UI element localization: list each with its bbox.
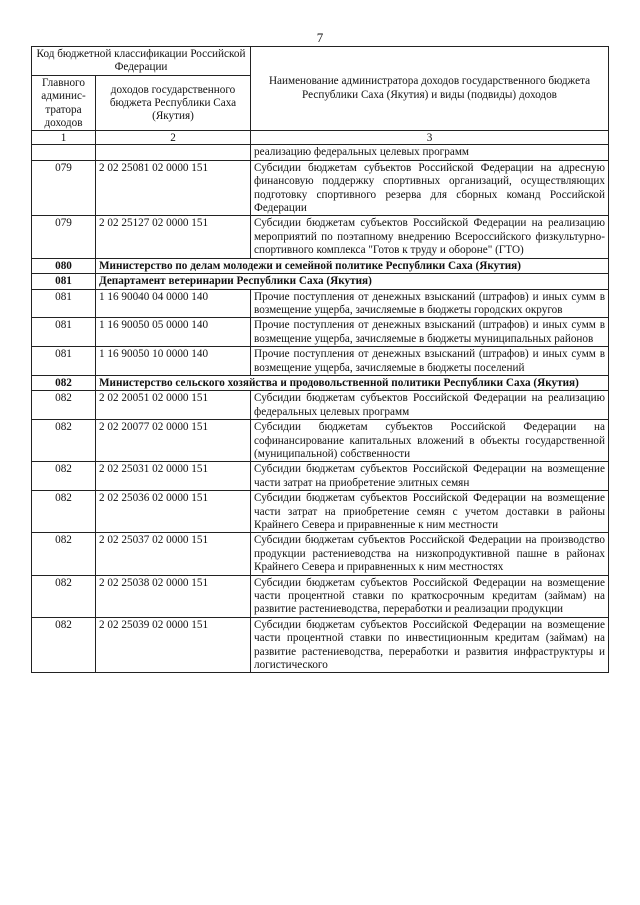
income-description: Субсидии бюджетам субъектов Российской Федерации на софинансирование капитальных вложений в объекты государственной (муниципальной) собственности (251, 420, 609, 462)
income-description: Субсидии бюджетам субъектов Российской Федерации на возмещение части затрат на приобретение элитных семян (251, 462, 609, 491)
header-col1: Главного админис-тратора доходов (32, 75, 96, 131)
header-group-title: Код бюджетной классификации Российской Федерации (32, 47, 251, 76)
income-description: Субсидии бюджетам субъектов Российской Федерации на адресную финансовую поддержку спортивных организаций, осуществляющих подготовку спортивного резерва для сборных команд Российской Федерации (251, 160, 609, 216)
income-code: 2 02 25036 02 0000 151 (96, 491, 251, 533)
header-col2: доходов государственного бюджета Республики Саха (Якутия) (96, 75, 251, 131)
income-description: реализацию федеральных целевых программ (251, 145, 609, 160)
income-code: 2 02 20051 02 0000 151 (96, 391, 251, 420)
admin-code: 079 (32, 160, 96, 216)
table-row (32, 491, 609, 533)
income-code: 1 16 90040 04 0000 140 (96, 289, 251, 318)
admin-code: 082 (32, 575, 96, 617)
table-row (32, 347, 609, 376)
income-code: 2 02 25037 02 0000 151 (96, 533, 251, 575)
admin-code: 081 (32, 318, 96, 347)
admin-code: 082 (32, 491, 96, 533)
income-description: Прочие поступления от денежных взысканий (штрафов) и иных сумм в возмещение ущерба, зачисляемые в бюджеты городских округов (251, 289, 609, 318)
income-code: 1 16 90050 05 0000 140 (96, 318, 251, 347)
income-description: Субсидии бюджетам субъектов Российской Федерации на возмещение части процентной ставки по инвестиционным кредитам (займам) на развитие растениеводства, переработки и развития инфраструктуры и логистического (251, 617, 609, 673)
income-code: 2 02 25039 02 0000 151 (96, 617, 251, 673)
table-row (32, 420, 609, 462)
income-description: Субсидии бюджетам субъектов Российской Федерации на производство продукции растениеводства на низкопродуктивной пашне в районах Крайнего Севера и приравненных к ним местностях (251, 533, 609, 575)
column-number: 2 (96, 131, 251, 145)
admin-code (32, 145, 96, 160)
admin-code: 082 (32, 617, 96, 673)
income-description: Прочие поступления от денежных взысканий (штрафов) и иных сумм в возмещение ущерба, зачисляемые в бюджеты поселений (251, 347, 609, 376)
section-row (32, 375, 609, 390)
table-row (32, 533, 609, 575)
table-row (32, 160, 609, 216)
table-row (32, 318, 609, 347)
table-row (32, 575, 609, 617)
admin-code: 081 (32, 289, 96, 318)
table-row (32, 145, 609, 160)
table-row (32, 391, 609, 420)
income-code: 2 02 25031 02 0000 151 (96, 462, 251, 491)
admin-code: 082 (32, 420, 96, 462)
table-row (32, 289, 609, 318)
income-description: Субсидии бюджетам субъектов Российской Федерации на возмещение части затрат на приобретение семян с учетом доставки в районы Крайнего Севера и приравненные к ним местности (251, 491, 609, 533)
table-body (32, 145, 609, 673)
column-number: 1 (32, 131, 96, 145)
admin-code: 082 (32, 375, 96, 390)
administrator-title: Департамент ветеринарии Республики Саха (Якутия) (96, 274, 609, 289)
income-code: 2 02 20077 02 0000 151 (96, 420, 251, 462)
admin-code: 082 (32, 391, 96, 420)
budget-classification-table (31, 46, 609, 673)
income-code: 2 02 25038 02 0000 151 (96, 575, 251, 617)
income-code: 2 02 25081 02 0000 151 (96, 160, 251, 216)
admin-code: 082 (32, 462, 96, 491)
income-code (96, 145, 251, 160)
administrator-title: Министерство сельского хозяйства и продовольственной политики Республики Саха (Якутия) (96, 375, 609, 390)
administrator-title: Министерство по делам молодежи и семейной политике Республики Саха (Якутия) (96, 258, 609, 273)
admin-code: 080 (32, 258, 96, 273)
header-col3: Наименование администратора доходов государственного бюджета Республики Саха (Якутия) и виды (подвиды) доходов (251, 47, 609, 131)
section-row (32, 258, 609, 273)
section-row (32, 274, 609, 289)
column-number: 3 (251, 131, 609, 145)
income-code: 1 16 90050 10 0000 140 (96, 347, 251, 376)
income-description: Субсидии бюджетам субъектов Российской Федерации на реализацию мероприятий по поэтапному внедрению Всероссийского физкультурно-спортивного комплекса "Готов к труду и обороне" (ГТО) (251, 216, 609, 258)
admin-code: 079 (32, 216, 96, 258)
admin-code: 082 (32, 533, 96, 575)
page-number: 7 (316, 30, 324, 45)
table-row (32, 462, 609, 491)
admin-code: 081 (32, 347, 96, 376)
table-row (32, 617, 609, 673)
income-code: 2 02 25127 02 0000 151 (96, 216, 251, 258)
income-description: Субсидии бюджетам субъектов Российской Федерации на реализацию федеральных целевых программ (251, 391, 609, 420)
admin-code: 081 (32, 274, 96, 289)
table-row (32, 216, 609, 258)
income-description: Субсидии бюджетам субъектов Российской Федерации на возмещение части процентной ставки по краткосрочным кредитам (займам) на развитие растениеводства, переработки и реализации продукции (251, 575, 609, 617)
income-description: Прочие поступления от денежных взысканий (штрафов) и иных сумм в возмещение ущерба, зачисляемые в бюджеты муниципальных районов (251, 318, 609, 347)
